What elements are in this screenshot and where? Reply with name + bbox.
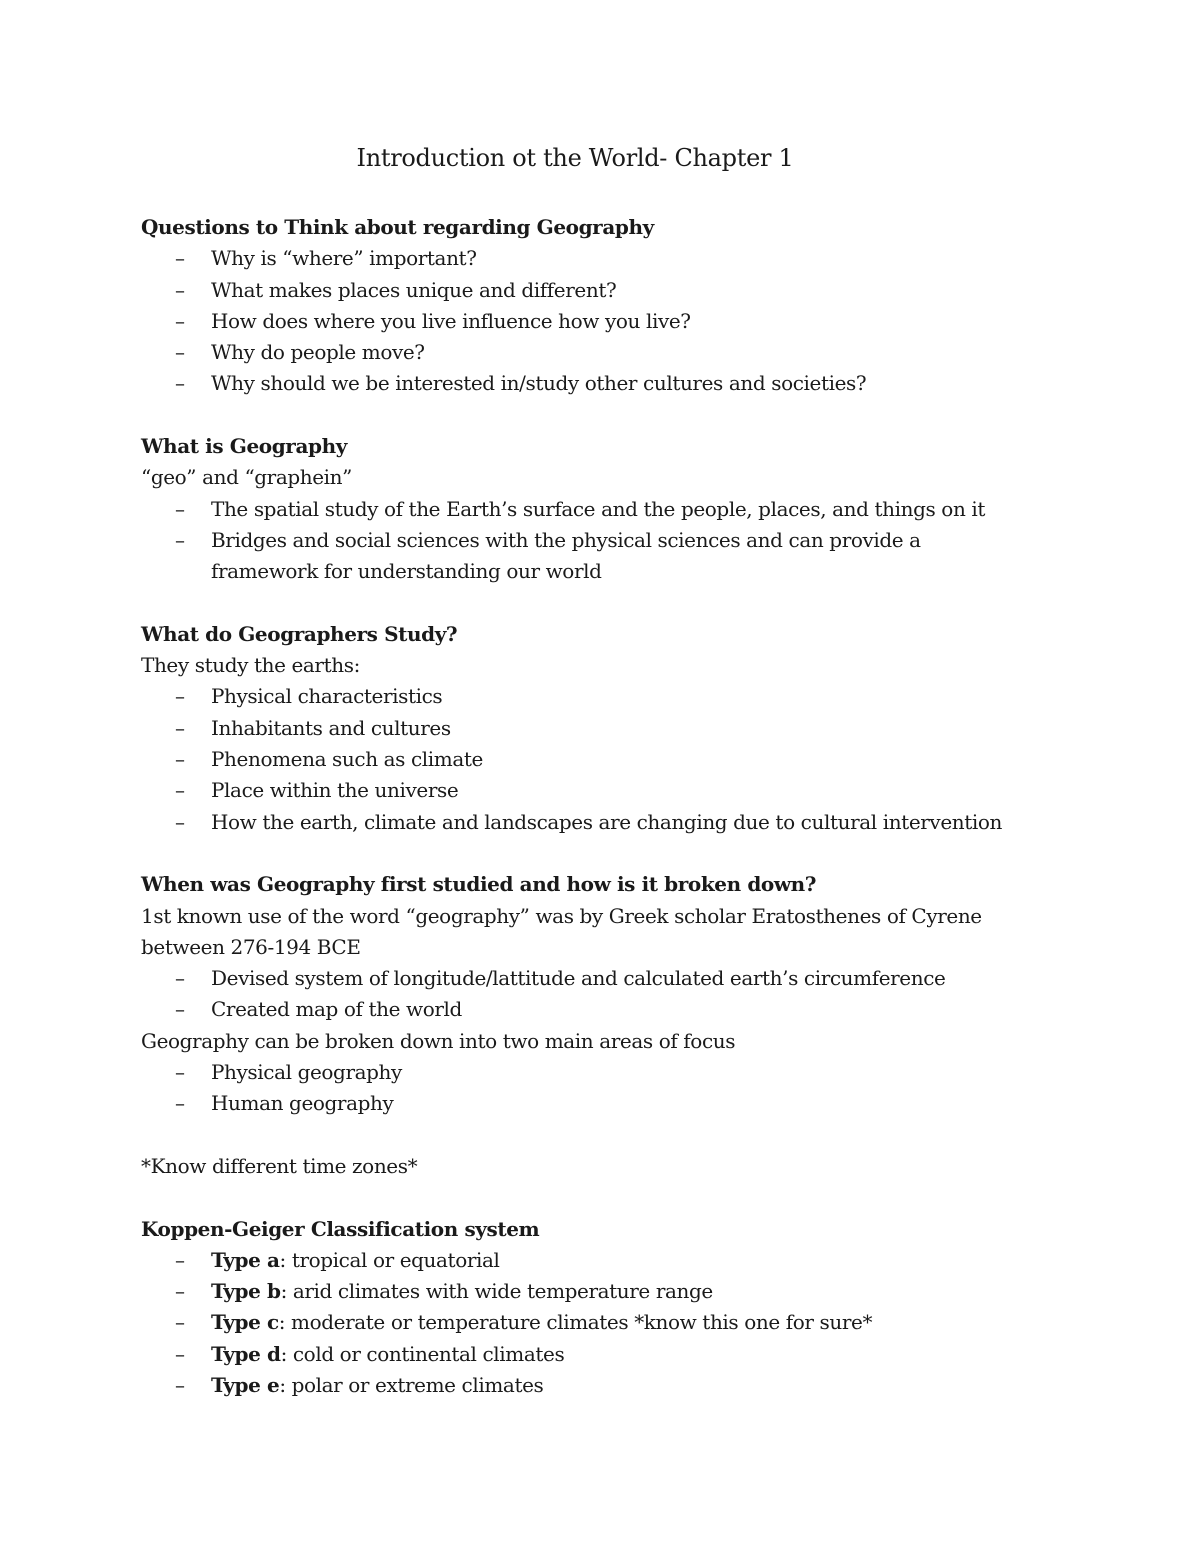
list-item-text: Bridges and social sciences with the physical sciences and can provide a framework for understanding our world [211,527,921,584]
list-item [141,275,1141,306]
list-item-text: Physical geography [211,1060,402,1085]
list-item [141,744,1141,775]
section-geographers-study [141,619,1141,838]
section-questions [141,212,1141,400]
list-item [141,1245,1141,1276]
list-item-text: The spatial study of the Earth’s surface and the people, places, and things on it [211,496,986,521]
dash-bullet: – [175,809,185,834]
bullet-list [141,494,1141,588]
list-item [141,337,1141,368]
bullet-list [141,1245,1141,1401]
bullet-list [141,963,1141,1026]
section-intro: “geo” and “graphein” [141,465,352,490]
list-item [141,1339,1141,1370]
section-intro-line: between 276-194 BCE [141,934,361,959]
section-heading: Koppen-Geiger Classification system [141,1216,540,1241]
spacer [141,1120,1141,1151]
document-title: Introduction ot the World- Chapter 1 [356,144,794,172]
dash-bullet: – [175,1372,185,1397]
list-item-text: Human geography [211,1091,394,1116]
list-item-text: How the earth, climate and landscapes are changing due to cultural intervention [211,809,1002,834]
bullet-list [141,243,1141,399]
dash-bullet: – [175,371,185,396]
list-item-text: Why do people move? [211,340,425,365]
section-intro: They study the earths: [141,653,360,678]
list-item-text [211,1370,1141,1401]
climate-type-label: Type b [211,1279,281,1304]
dash-bullet: – [175,527,185,552]
list-item [141,963,1141,994]
climate-type-description: : tropical or equatorial [279,1247,500,1272]
dash-bullet: – [175,308,185,333]
section-intro-line: 1st known use of the word “geography” was by Greek scholar Eratosthenes of Cyrene [141,903,982,928]
dash-bullet: – [175,684,185,709]
spacer [141,588,1141,619]
list-item [141,681,1141,712]
list-item-text: Physical characteristics [211,684,443,709]
section-history [141,869,1141,1119]
dash-bullet: – [175,1247,185,1272]
climate-type-label: Type c [211,1310,279,1335]
bullet-list [141,1057,1141,1120]
list-item [141,306,1141,337]
list-item [141,494,1141,525]
dash-bullet: – [175,715,185,740]
list-item [141,994,1141,1025]
time-zones-note: *Know different time zones* [141,1153,418,1178]
spacer [141,400,1141,431]
list-item [141,775,1141,806]
list-item [141,1370,1141,1401]
spacer [141,838,1141,869]
list-item-text: Why is “where” important? [211,246,477,271]
climate-type-description: : moderate or temperature climates *know this one for sure* [278,1310,873,1335]
list-item [141,713,1141,744]
list-item [141,1276,1141,1307]
dash-bullet: – [175,997,185,1022]
section-heading: What do Geographers Study? [141,621,458,646]
dash-bullet: – [175,966,185,991]
dash-bullet: – [175,1279,185,1304]
list-item-text: Place within the universe [211,778,459,803]
section-heading: When was Geography first studied and how is it broken down? [141,872,817,897]
list-item-text: Why should we be interested in/study other cultures and societies? [211,371,867,396]
bullet-list [141,681,1141,837]
dash-bullet: – [175,1341,185,1366]
climate-type-description: : cold or continental climates [280,1341,565,1366]
list-item [141,368,1141,399]
dash-bullet: – [175,496,185,521]
document-body [141,212,1141,1401]
list-item-text: Created map of the world [211,997,462,1022]
spacer [141,1182,1141,1213]
section-intro: Geography can be broken down into two main areas of focus [141,1028,736,1053]
dash-bullet: – [175,340,185,365]
section-what-is-geography [141,431,1141,587]
climate-type-description: : polar or extreme climates [279,1372,544,1397]
list-item-text [211,1307,1141,1338]
list-item-text [211,1339,1141,1370]
list-item [141,525,971,588]
dash-bullet: – [175,778,185,803]
climate-type-label: Type e [211,1372,280,1397]
list-item-text: Devised system of longitude/lattitude and calculated earth’s circumference [211,966,946,991]
list-item-text [211,1276,1141,1307]
climate-type-label: Type a [211,1247,280,1272]
section-koppen-geiger [141,1214,1141,1402]
dash-bullet: – [175,747,185,772]
list-item [141,1057,1141,1088]
dash-bullet: – [175,1310,185,1335]
climate-type-label: Type d [211,1341,281,1366]
section-heading: Questions to Think about regarding Geography [141,215,654,239]
dash-bullet: – [175,1060,185,1085]
list-item-text: Phenomena such as climate [211,747,483,772]
list-item-text: What makes places unique and different? [211,277,617,302]
dash-bullet: – [175,246,185,271]
list-item-text: How does where you live influence how you live? [211,308,691,333]
climate-type-description: : arid climates with wide temperature range [280,1279,713,1304]
list-item [141,807,1141,838]
list-item [141,243,1141,274]
list-item [141,1088,1141,1119]
list-item-text [211,1245,1141,1276]
list-item [141,1307,1141,1338]
dash-bullet: – [175,1091,185,1116]
list-item-text: Inhabitants and cultures [211,715,451,740]
section-heading: What is Geography [141,434,347,459]
dash-bullet: – [175,277,185,302]
